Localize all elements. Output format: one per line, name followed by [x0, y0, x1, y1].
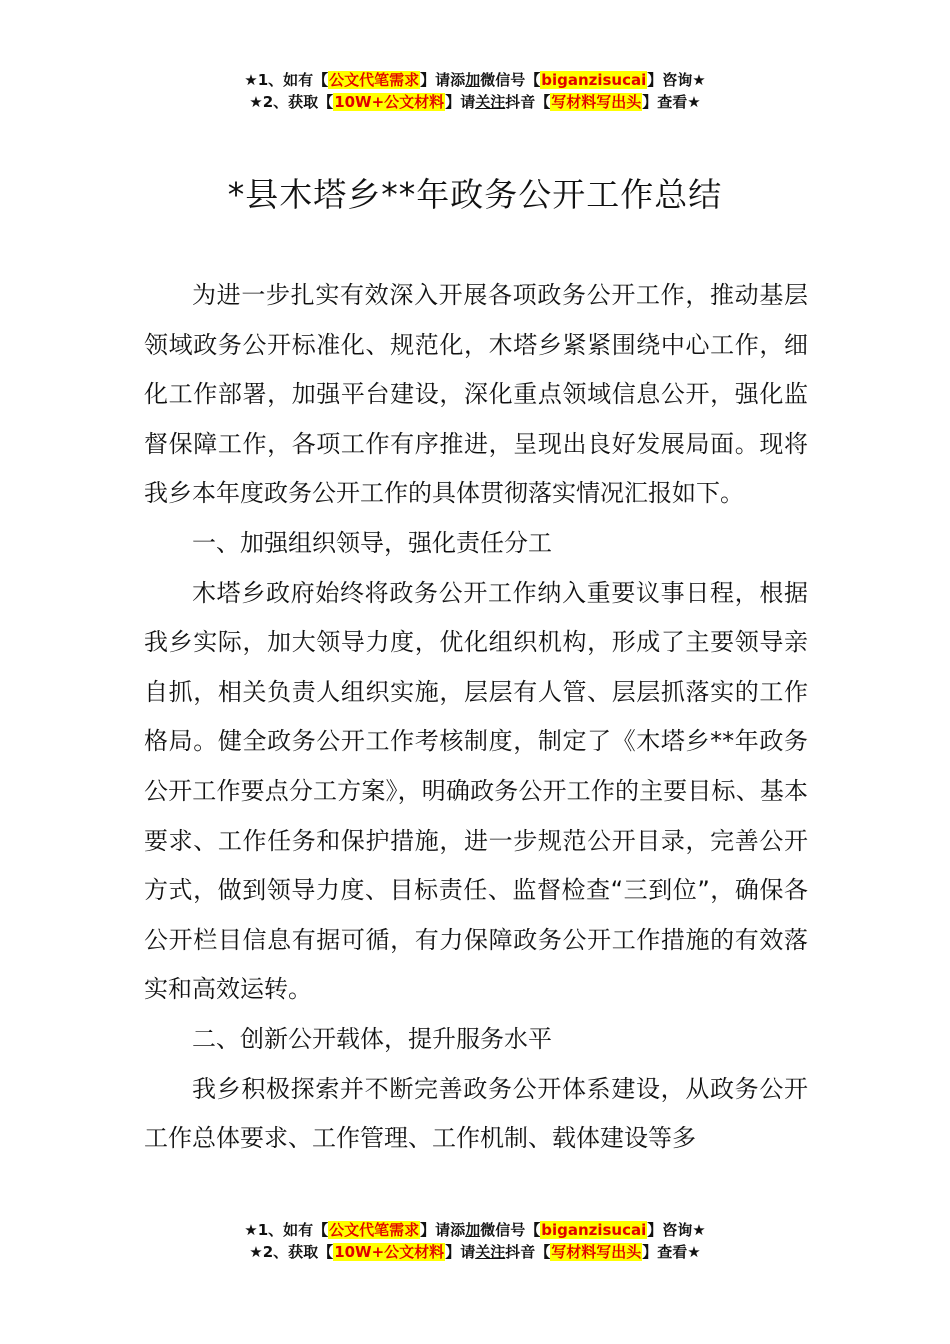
- promo-line-2: ★2、获取【10W+公文材料】请关注抖音【写材料写出头】查看★: [249, 1243, 701, 1261]
- promo-line-2: ★2、获取【10W+公文材料】请关注抖音【写材料写出头】查看★: [249, 93, 701, 111]
- intro-paragraph: 为进一步扎实有效深入开展各项政务公开工作，推动基层领域政务公开标准化、规范化，木塔乡紧紧围绕中心工作，细化工作部署，加强平台建设，深化重点领域信息公开，强化监督保障工作，各项工作有序推进，呈现出良好发展局面。现将我乡本年度政务公开工作的具体贯彻落实情况汇报如下。: [144, 281, 808, 508]
- promo-highlight-writing-service: 公文代笔需求: [329, 1221, 420, 1239]
- promo-highlight-writing-service: 公文代笔需求: [329, 71, 420, 89]
- document-title: *县木塔乡**年政务公开工作总结: [227, 175, 723, 214]
- promo-line-1: ★1、如有【公文代笔需求】请添加微信号【biganzisucai】咨询★: [244, 1221, 706, 1239]
- promo-highlight-douyin-account: 写材料写出头: [551, 1243, 642, 1261]
- promo-highlight-wechat-id: biganzisucai: [541, 1221, 647, 1239]
- promo-highlight-douyin-account: 写材料写出头: [551, 93, 642, 111]
- section-heading-2: 二、创新公开载体，提升服务水平: [192, 1024, 552, 1053]
- section-heading-1: 一、加强组织领导，强化责任分工: [192, 528, 552, 557]
- promo-highlight-wechat-id: biganzisucai: [541, 71, 647, 89]
- section-2-paragraph: 我乡积极探索并不断完善政务公开体系建设，从政务公开工作总体要求、工作管理、工作机制、载体建设等多: [144, 1074, 808, 1153]
- section-1-paragraph: 木塔乡政府始终将政务公开工作纳入重要议事日程，根据我乡实际，加大领导力度，优化组织机构，形成了主要领导亲自抓，相关负责人组织实施，层层有人管、层层抓落实的工作格局。健全政务公开工作考核制度，制定了《木塔乡**年政务公开工作要点分工方案》，明确政务公开工作的主要目标、基本要求、工作任务和保护措施，进一步规范公开目录，完善公开方式，做到领导力度、目标责任、监督检查“三到位”，确保各公开栏目信息有据可循，有力保障政务公开工作措施的有效落实和高效运转。: [144, 578, 808, 1004]
- promo-line-1: ★1、如有【公文代笔需求】请添加微信号【biganzisucai】咨询★: [244, 71, 706, 89]
- header-promo-banner: [0, 69, 950, 113]
- footer-promo-banner: [0, 1219, 950, 1263]
- promo-highlight-materials: 10W+公文材料: [334, 1243, 445, 1261]
- document-body: [144, 271, 808, 1164]
- promo-highlight-materials: 10W+公文材料: [334, 93, 445, 111]
